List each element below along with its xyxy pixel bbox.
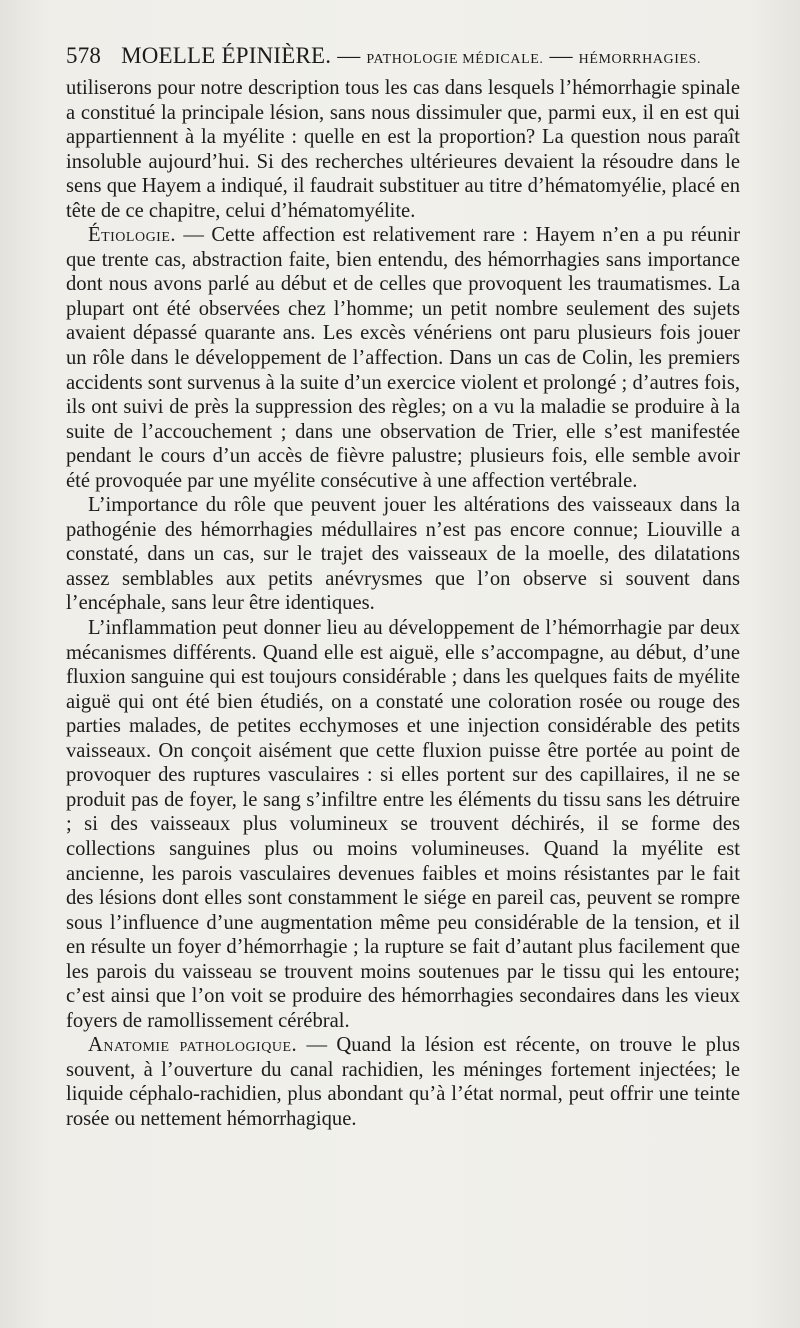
paragraph-text: — Cette affection est relativement rare : Hayem n’en a pu réunir que trente cas, abstraction faite, bien entendu, des hémorrhagies sans importance dont nous avons parlé au début et de celles que provoquent les traumatismes. La plupart ont été observées chez l’homme; un petit nombre seulement des sujets avaient dépassé quarante ans. Les excès vénériens ont paru plusieurs fois jouer un rôle dans le développement de l’affection. Dans un cas de Colin, les premiers accidents sont survenus à la suite d’un exercice violent et prolongé ; d’autres fois, ils ont suivi de près la suppression des règles; on a vu la maladie se produire à la suite de l’accouchement ; dans une observation de Trier, elle s’est manifestée pendant le cours d’un accès de fièvre palustre; plusieurs fois, elle semble avoir été provoquée par une myélite consécutive à une affection vertébrale. [66,224,740,492]
body-text [66,76,740,1132]
running-header [66,43,742,73]
paragraph-text: — Quand la lésion est récente, on trouve le plus souvent, à l’ouverture du canal rachidien, les méninges fortement injectées; le liquide céphalo-rachidien, plus abondant qu’à l’état normal, peut offrir une teinte rosée ou nettement hémorrhagique. [66,1034,740,1130]
section-heading-etiologie: Étiologie. [88,224,177,247]
paragraph-etiologie [66,223,740,493]
paragraph-continuation: utiliserons pour notre description tous les cas dans lesquels l’hémorrhagie spinale a constitué la principale lésion, sans nous dissimuler que, parmi eux, il en est qui appartiennent à la myélite : quelle en est la proportion? La question nous paraît insoluble aujourd’hui. Si des recherches ultérieures devaient la résoudre dans le sens que Hayem a indiqué, il faudrait substituer au titre d’hématomyélie, placé en tête de ce chapitre, celui d’hématomyélite. [66,77,740,222]
header-subsection: HÉMORRHAGIES. [578,52,702,67]
paragraph-vaisseaux: L’importance du rôle que peuvent jouer les altérations des vaisseaux dans la pathogénie des hémorrhagies médullaires n’est pas encore connue; Liouville a constaté, dans un cas, sur le trajet des vaisseaux de la moelle, des dilatations assez semblables aux petits anévrysmes que l’on observe si souvent dans l’encéphale, sans leur être identiques. [66,494,740,615]
header-title: MOELLE ÉPINIÈRE. [121,43,332,68]
section-heading-anatomie: Anatomie pathologique. [88,1034,298,1057]
paragraph-inflammation: L’inflammation peut donner lieu au développement de l’hémorrhagie par deux mécanismes différents. Quand elle est aiguë, elle s’accompagne, au début, d’une fluxion sanguine qui est toujours considérable ; dans les quelques faits de myélite aiguë qui ont été bien étudiés, on a constaté une coloration rosée ou rouge des parties malades, de petites ecchymoses et une injection considérable des petits vaisseaux. On conçoit aisément que cette fluxion puisse être portée au point de provoquer des ruptures vasculaires : si elles portent sur des capillaires, il ne se produit pas de foyer, le sang s’infiltre entre les éléments du tissu sans les détruire ; si des vaisseaux plus volumineux se trouvent déchirés, il se forme des collections sanguines plus ou moins volumineuses. Quand la myélite est ancienne, les parois vasculaires devenues faibles et moins résistantes par le fait des lésions dont elles sont constamment le siége en pareil cas, peuvent se rompre sous l’influence d’une augmentation même peu considérable de la tension, et il en résulte un foyer d’hémorrhagie ; la rupture se fait d’autant plus facilement que les parois du vaisseau se trouvent moins soutenues par le tissu qui les entoure; c’est ainsi que l’on voit se produire des hémorrhagies secondaires dans les vieux foyers de ramollissement cérébral. [66,617,740,1032]
page-number: 578 [66,43,102,68]
header-section: PATHOLOGIE MÉDICALE. [366,52,544,67]
header-dash: — [549,43,573,68]
paragraph-anatomie [66,1033,740,1131]
header-dash: — [337,43,361,68]
